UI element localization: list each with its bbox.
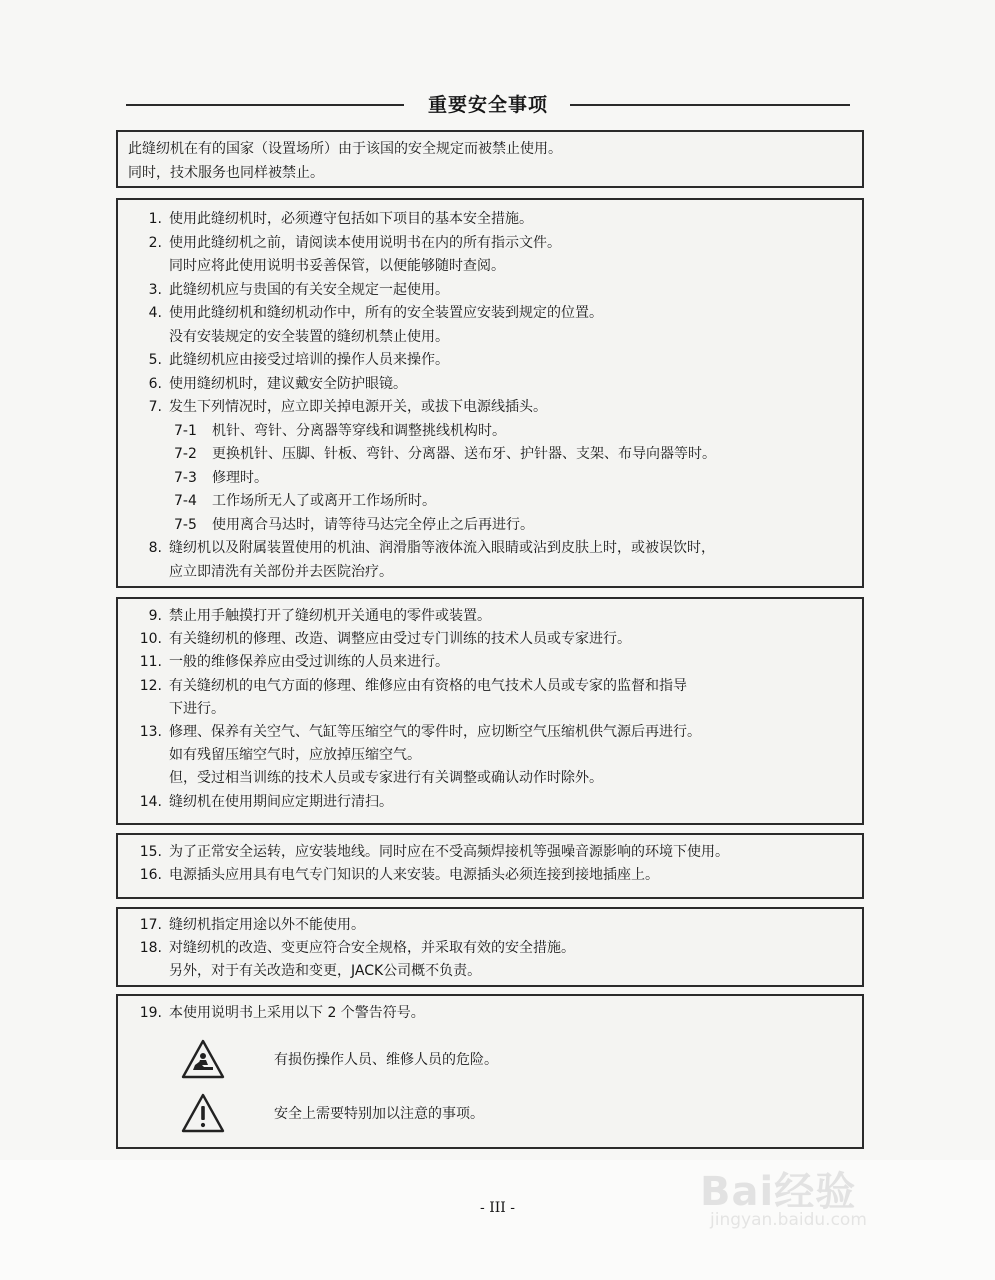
- safety-item-16: [128, 864, 852, 887]
- safety-item-13: [128, 721, 852, 744]
- sub-item-text: 更换机针、压脚、针板、弯针、分离器、送布牙、护针器、支架、布导向器等时。: [212, 446, 716, 462]
- item-continuation: 另外，对于有关改造和变更，JACK公司概不负责。: [169, 963, 482, 979]
- hand-injury-warning-icon: [180, 1038, 226, 1080]
- item-number: 18.: [139, 940, 162, 956]
- item-continuation: 应立即清洗有关部份并去医院治疗。: [169, 563, 393, 580]
- sub-item-7-5: [128, 514, 852, 538]
- notice-line: 此缝纫机在有的国家（设置场所）由于该国的安全规定而被禁止使用。: [128, 141, 562, 157]
- sub-item-text: 修理时。: [212, 469, 268, 486]
- exclamation-warning-icon: [180, 1092, 226, 1134]
- safety-box-maintenance: [116, 597, 864, 825]
- item-continuation: 下进行。: [169, 700, 225, 717]
- safety-item-15: [128, 841, 852, 864]
- sub-item-text: 机针、弯针、分离器等穿线和调整挑线机构时。: [212, 422, 506, 439]
- item-text: 电源插头应用具有电气专门知识的人来安装。电源插头必须连接到接地插座上。: [169, 867, 659, 883]
- item-number: 8.: [148, 540, 162, 556]
- item-number: 1.: [148, 211, 162, 227]
- item-text: 本使用说明书上采用以下 2 个警告符号。: [169, 1005, 425, 1021]
- safety-box-warning-symbols: [116, 994, 864, 1149]
- item-text: 对缝纫机的改造、变更应符合安全规格，并采取有效的安全措施。: [169, 940, 575, 956]
- item-text: 有关缝纫机的电气方面的修理、维修应由有资格的电气技术人员或专家的监督和指导: [169, 677, 687, 694]
- sub-item-number: 7-4: [174, 493, 197, 509]
- item-number: 16.: [139, 867, 162, 883]
- item-number: 17.: [139, 917, 162, 933]
- warning-text: 有损伤操作人员、维修人员的危险。: [274, 1052, 498, 1068]
- safety-item-6: [128, 373, 852, 397]
- safety-item-1: [128, 208, 852, 232]
- safety-item-7: [128, 396, 852, 420]
- sub-item-text: 工作场所无人了或离开工作场所时。: [212, 493, 436, 509]
- sub-item-7-3: [128, 467, 852, 491]
- item-text: 为了正常安全运转，应安装地线。同时应在不受高频焊接机等强噪音源影响的环境下使用。: [169, 844, 729, 860]
- watermark-url: jingyan.baidu.com: [710, 1210, 867, 1230]
- safety-box-basic: [116, 198, 864, 588]
- sub-item-7-1: [128, 420, 852, 444]
- safety-item-4: [128, 302, 852, 326]
- page-header: [126, 88, 850, 122]
- item-text: 缝纫机在使用期间应定期进行清扫。: [169, 793, 393, 810]
- item-number: 12.: [139, 677, 162, 694]
- safety-item-18: [128, 937, 852, 960]
- item-continuation: 没有安装规定的安全装置的缝纫机禁止使用。: [169, 328, 449, 345]
- item-text: 使用此缝纫机和缝纫机动作中，所有的安全装置应安装到规定的位置。: [169, 305, 603, 321]
- page-title: 重要安全事项: [427, 94, 548, 116]
- item-continuation: 如有残留压缩空气时，应放掉压缩空气。: [169, 747, 421, 764]
- warning-text: 安全上需要特别加以注意的事项。: [274, 1106, 484, 1122]
- item-text: 使用此缝纫机之前，请阅读本使用说明书在内的所有指示文件。: [169, 234, 561, 251]
- item-text: 此缝纫机应与贵国的有关安全规定一起使用。: [169, 281, 449, 298]
- item-continuation: 同时应将此使用说明书妥善保管，以便能够随时查阅。: [169, 258, 505, 274]
- safety-item-3: [128, 279, 852, 303]
- safety-item-2: [128, 232, 852, 256]
- item-text: 一般的维修保养应由受过训练的人员来进行。: [169, 654, 449, 671]
- safety-item-14: [128, 791, 852, 814]
- item-text: 禁止用手触摸打开了缝纫机开关通电的零件或装置。: [169, 608, 491, 624]
- sub-item-7-4: [128, 490, 852, 514]
- item-number: 5.: [148, 352, 162, 368]
- sub-item-7-2: [128, 443, 852, 467]
- item-text: 此缝纫机应由接受过培训的操作人员来操作。: [169, 352, 449, 368]
- item-number: 10.: [139, 631, 162, 648]
- page-number: - III -: [480, 1200, 515, 1216]
- item-number: 7.: [148, 399, 162, 415]
- item-number: 19.: [139, 1005, 162, 1021]
- item-continuation: 但，受过相当训练的技术人员或专家进行有关调整或确认动作时除外。: [169, 770, 603, 787]
- safety-item-11: [128, 651, 852, 674]
- item-text: 修理、保养有关空气、气缸等压缩空气的零件时，应切断空气压缩机供气源后再进行。: [169, 724, 701, 741]
- item-number: 4.: [148, 305, 162, 321]
- safety-item-8: [128, 537, 852, 561]
- safety-box-usage: [116, 907, 864, 987]
- item-number: 9.: [148, 608, 162, 624]
- safety-item-17: [128, 914, 852, 937]
- item-number: 2.: [148, 234, 162, 251]
- safety-item-19: [128, 1002, 852, 1026]
- sub-item-number: 7-1: [174, 422, 197, 439]
- safety-item-5: [128, 349, 852, 373]
- prohibition-notice-box: [116, 130, 864, 188]
- sub-item-number: 7-3: [174, 469, 197, 486]
- watermark-brand: Bai经验: [700, 1169, 857, 1215]
- warning-row-caution: [180, 1092, 484, 1134]
- item-number: 6.: [148, 375, 162, 392]
- item-number: 3.: [148, 281, 162, 298]
- item-number: 15.: [139, 844, 162, 860]
- item-text: 使用此缝纫机时，必须遵守包括如下项目的基本安全措施。: [169, 211, 533, 227]
- item-number: 14.: [139, 793, 162, 810]
- safety-item-9: [128, 605, 852, 628]
- item-number: 13.: [139, 724, 162, 741]
- item-text: 缝纫机指定用途以外不能使用。: [169, 917, 365, 933]
- sub-item-number: 7-5: [174, 516, 197, 533]
- safety-item-12: [128, 675, 852, 698]
- item-text: 有关缝纫机的修理、改造、调整应由受过专门训练的技术人员或专家进行。: [169, 631, 631, 648]
- header-rule-right: [570, 104, 850, 106]
- notice-line: 同时，技术服务也同样被禁止。: [128, 164, 324, 181]
- sub-item-number: 7-2: [174, 446, 197, 462]
- safety-item-10: [128, 628, 852, 651]
- item-text: 使用缝纫机时，建议戴安全防护眼镜。: [169, 375, 407, 392]
- item-text: 发生下列情况时，应立即关掉电源开关，或拔下电源线插头。: [169, 399, 547, 415]
- baidu-jingyan-watermark: [700, 1160, 945, 1240]
- item-text: 缝纫机以及附属装置使用的机油、润滑脂等液体流入眼睛或沾到皮肤上时，或被误饮时，: [169, 540, 715, 556]
- safety-box-electrical: [116, 833, 864, 899]
- item-number: 11.: [139, 654, 162, 671]
- warning-row-injury: [180, 1038, 498, 1080]
- sub-item-text: 使用离合马达时，请等待马达完全停止之后再进行。: [212, 516, 534, 533]
